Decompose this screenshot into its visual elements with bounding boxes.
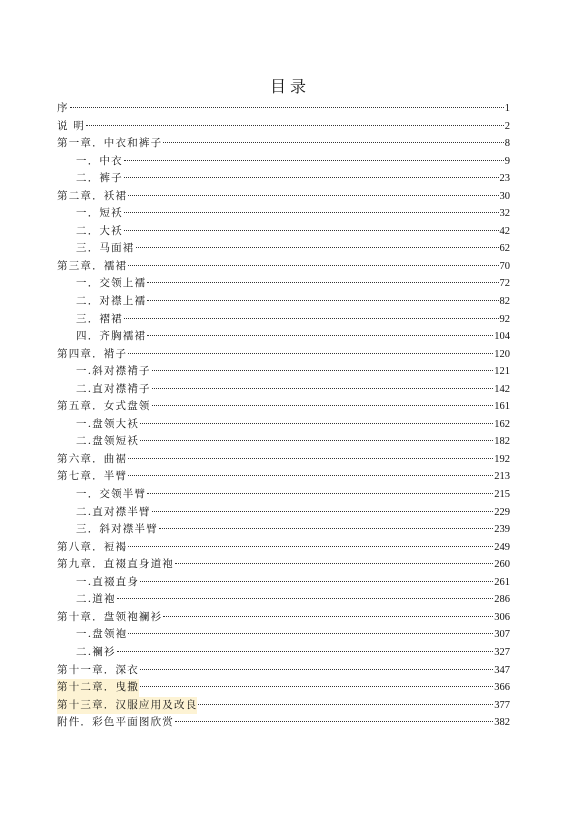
toc-entry-label: 第十一章．深衣: [57, 663, 139, 676]
dot-leader: [128, 475, 493, 476]
toc-entry-label: 二.直对襟半臂: [76, 505, 151, 518]
toc-entry-page-number: 327: [494, 646, 510, 658]
toc-entry-label: 一．中衣: [76, 154, 123, 167]
toc-entry-page-number: 249: [494, 541, 510, 553]
toc-entry-page-number: 42: [499, 225, 510, 237]
dot-leader: [128, 353, 493, 354]
toc-entry[interactable]: [57, 714, 510, 732]
dot-leader: [128, 265, 498, 266]
toc-entry[interactable]: [57, 328, 510, 346]
toc-entry[interactable]: [57, 223, 510, 241]
toc-entry[interactable]: [57, 609, 510, 627]
toc-entry-label: 二．裤子: [76, 172, 123, 185]
dot-leader: [140, 440, 493, 441]
toc-entry-label: 第二章．袄裙: [57, 189, 128, 202]
dot-leader: [117, 651, 494, 652]
toc-entry[interactable]: [57, 240, 510, 258]
dot-leader: [136, 247, 499, 248]
toc-entry-page-number: 9: [504, 155, 510, 167]
toc-entry-label: 三．斜对襟半臂: [76, 523, 158, 536]
dot-leader: [147, 300, 498, 301]
toc-entry[interactable]: [57, 275, 510, 293]
toc-entry-page-number: 260: [494, 559, 510, 571]
toc-entry[interactable]: [57, 556, 510, 574]
toc-entry-label: 一．交领半臂: [76, 488, 147, 501]
toc-entry-page-number: 120: [494, 348, 510, 360]
dot-leader: [175, 721, 493, 722]
toc-entry-page-number: 162: [494, 418, 510, 430]
toc-entry-label: 第五章．女式盘领: [57, 400, 151, 413]
toc-entry-label: 三．褶裙: [76, 312, 123, 325]
toc-entry-label: 一.盘领大袄: [76, 417, 140, 430]
toc-entry-page-number: 182: [494, 436, 510, 448]
toc-entry[interactable]: [57, 346, 510, 364]
dot-leader: [147, 282, 498, 283]
dot-leader: [70, 107, 504, 108]
toc-entry[interactable]: [57, 311, 510, 329]
toc-entry-page-number: 347: [494, 664, 510, 676]
dot-leader: [152, 511, 494, 512]
toc-entry-page-number: 215: [494, 489, 510, 501]
dot-leader: [175, 563, 493, 564]
toc-entry-label: 第十章．盘领袍襕衫: [57, 610, 163, 623]
dot-leader: [117, 598, 494, 599]
toc-entry[interactable]: [57, 118, 510, 136]
toc-entry-page-number: 261: [494, 576, 510, 588]
toc-entry[interactable]: [57, 591, 510, 609]
toc-entry-label: 说 明: [57, 119, 85, 132]
dot-leader: [140, 686, 493, 687]
toc-entry[interactable]: [57, 100, 510, 118]
dot-leader: [124, 160, 504, 161]
toc-entry-label: 第八章．裋褐: [57, 540, 128, 553]
toc-entry-page-number: 32: [499, 208, 510, 220]
toc-entry-page-number: 239: [494, 524, 510, 536]
toc-entry-page-number: 82: [499, 296, 510, 308]
dot-leader: [159, 528, 493, 529]
toc-entry-page-number: 2: [504, 120, 510, 132]
toc-entry[interactable]: [57, 504, 510, 522]
toc-entry[interactable]: [57, 135, 510, 153]
dot-leader: [152, 370, 494, 371]
dot-leader: [86, 125, 504, 126]
dot-leader: [163, 616, 493, 617]
toc-entry[interactable]: [57, 188, 510, 206]
toc-entry-page-number: 307: [494, 629, 510, 641]
toc-entry[interactable]: [57, 293, 510, 311]
dot-leader: [128, 195, 498, 196]
toc-entry-label: 一.直裰直身: [76, 575, 140, 588]
toc-entry-label: 序: [57, 102, 69, 114]
toc-entry[interactable]: [57, 398, 510, 416]
toc-entry-page-number: 72: [499, 278, 510, 290]
toc-entry[interactable]: [57, 170, 510, 188]
toc-entry-page-number: 306: [494, 611, 510, 623]
toc-entry-page-number: 30: [499, 190, 510, 202]
toc-entry-label: 第六章．曲裾: [57, 452, 128, 465]
toc-entry-label: 二．大袄: [76, 224, 123, 237]
toc-entry[interactable]: [57, 662, 510, 680]
toc-entry-label: 第十三章．汉服应用及改良: [57, 697, 197, 715]
toc-entry-label: 第九章．直裰直身道袍: [57, 558, 174, 571]
toc-entry[interactable]: [57, 381, 510, 399]
toc-entry-label: 二.直对襟褙子: [76, 382, 151, 395]
toc-entry[interactable]: [57, 697, 510, 715]
toc-entry-label: 第七章．半臂: [57, 470, 128, 483]
toc-entry-page-number: 1: [504, 103, 510, 114]
toc-entry-page-number: 8: [504, 138, 510, 150]
dot-leader: [128, 546, 493, 547]
toc-entry-label: 一.斜对襟褙子: [76, 365, 151, 378]
toc-entry-label: 附件．彩色平面图欣赏: [57, 716, 174, 729]
toc-entry[interactable]: [57, 433, 510, 451]
page-title: 目录: [269, 77, 310, 96]
toc-entry[interactable]: [57, 468, 510, 486]
toc-entry-label: 二.道袍: [76, 593, 116, 606]
toc-entry[interactable]: [57, 626, 510, 644]
dot-leader: [140, 423, 493, 424]
toc-entry-label: 一．短袄: [76, 207, 123, 220]
toc-entry-page-number: 70: [499, 260, 510, 272]
dot-leader: [198, 704, 493, 705]
toc-entry-label: 二.盘领短袄: [76, 435, 140, 448]
toc-entry[interactable]: [57, 574, 510, 592]
dot-leader: [163, 142, 503, 143]
toc-entry-label: 第三章．襦裙: [57, 259, 128, 272]
dot-leader: [128, 633, 493, 634]
toc-entry[interactable]: [57, 258, 510, 276]
toc-entry-page-number: 377: [494, 699, 510, 711]
toc-entry-label: 二.襕衫: [76, 645, 116, 658]
toc-entry-page-number: 382: [494, 717, 510, 729]
toc-entry-label: 一.盘领袍: [76, 628, 128, 641]
toc-entry-page-number: 62: [499, 243, 510, 255]
toc-entry-label: 一．交领上襦: [76, 277, 147, 290]
toc-entry-page-number: 121: [494, 366, 510, 378]
dot-leader: [124, 212, 499, 213]
dot-leader: [124, 230, 499, 231]
toc-entry-page-number: 23: [499, 173, 510, 185]
toc-entry-label: 四．齐胸襦裙: [76, 330, 147, 343]
toc-entry[interactable]: [57, 205, 510, 223]
toc-entry-page-number: 92: [499, 313, 510, 325]
dot-leader: [124, 318, 499, 319]
dot-leader: [140, 581, 493, 582]
toc-entry[interactable]: [57, 416, 510, 434]
toc-entry[interactable]: [57, 644, 510, 662]
toc-entry-label: 二．对襟上襦: [76, 295, 147, 308]
dot-leader: [124, 177, 499, 178]
toc-entry-label: 第一章．中衣和裤子: [57, 137, 163, 150]
toc-entry[interactable]: [57, 153, 510, 171]
toc-entry-label: 第十二章．曳撒: [57, 679, 139, 697]
toc-entry-page-number: 229: [494, 506, 510, 518]
toc-entry[interactable]: [57, 679, 510, 697]
dot-leader: [140, 669, 493, 670]
toc-entry[interactable]: [57, 539, 510, 557]
toc-entry-label: 三．马面裙: [76, 242, 135, 255]
toc-entry-page-number: 286: [494, 594, 510, 606]
toc-entry[interactable]: [57, 451, 510, 469]
dot-leader: [147, 493, 493, 494]
toc-entry-page-number: 104: [494, 331, 510, 343]
toc-entry-page-number: 142: [494, 383, 510, 395]
toc-entry-page-number: 366: [494, 682, 510, 694]
toc-entry-label: 第四章．褙子: [57, 347, 128, 360]
dot-leader: [128, 458, 493, 459]
toc-entry-page-number: 192: [494, 453, 510, 465]
toc-entry-page-number: 161: [494, 401, 510, 413]
dot-leader: [147, 335, 493, 336]
toc-entry[interactable]: [57, 363, 510, 381]
toc-entry[interactable]: [57, 521, 510, 539]
toc-entry-page-number: 213: [494, 471, 510, 483]
table-of-contents: [57, 100, 510, 732]
dot-leader: [152, 405, 494, 406]
dot-leader: [152, 388, 494, 389]
toc-entry[interactable]: [57, 486, 510, 504]
